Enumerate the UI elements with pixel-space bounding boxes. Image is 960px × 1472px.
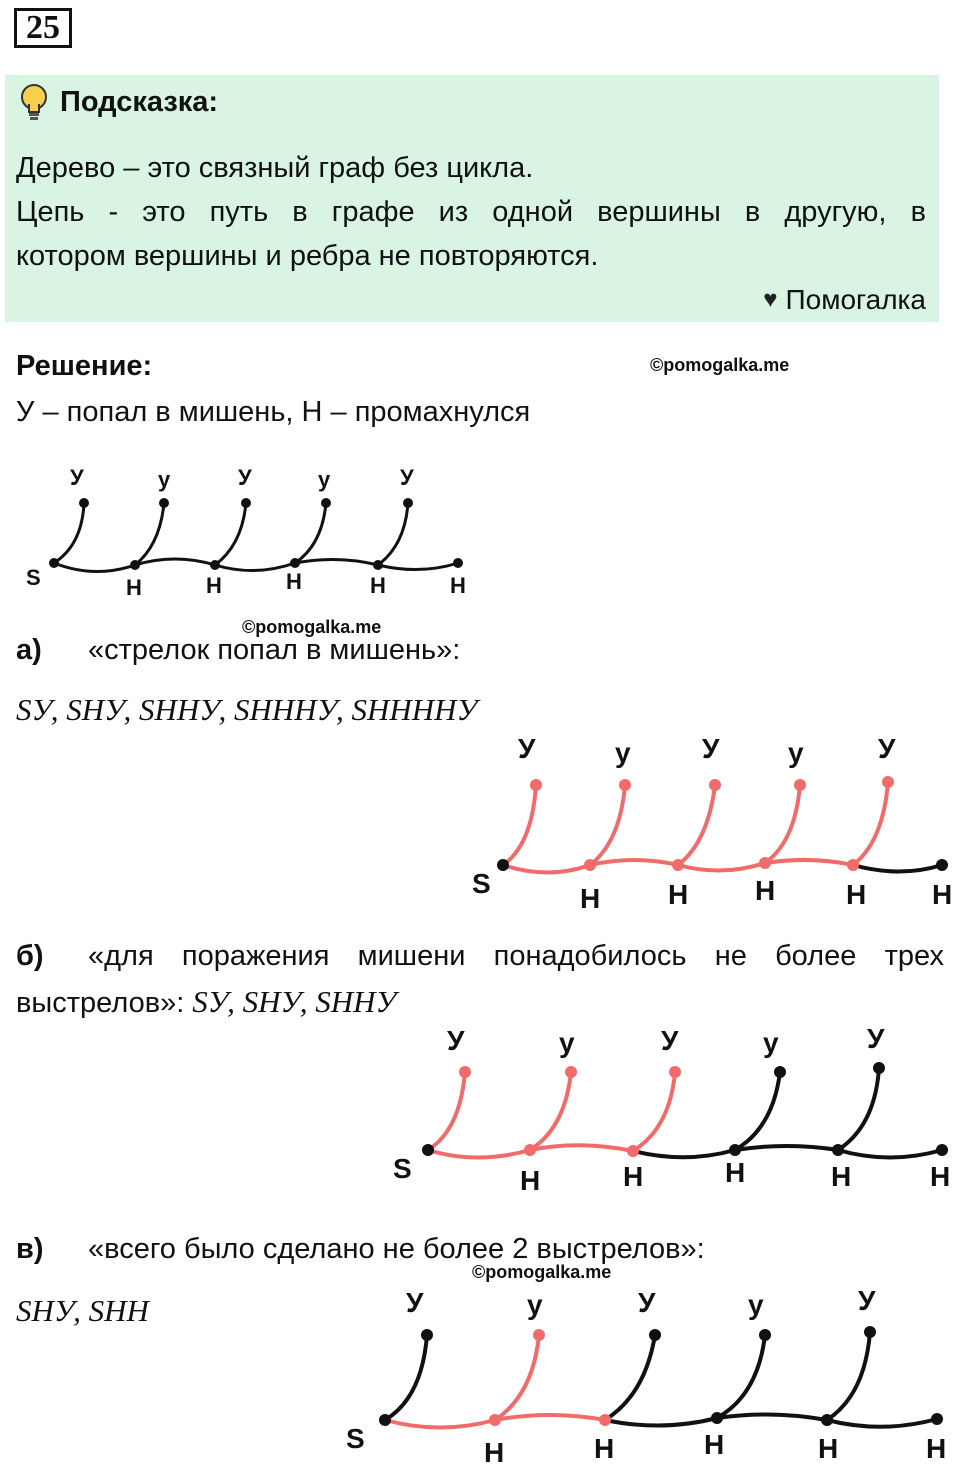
graph-vertex [759, 1329, 771, 1341]
graph-vertex [533, 1329, 545, 1341]
graph-node-label: у [559, 1027, 575, 1058]
edge-n3-u4 [295, 503, 326, 563]
hint-line-2: Цепь - это путь в графе из одной вершины в другую, в [16, 196, 926, 228]
graph-node-label: Н [206, 573, 222, 598]
edge-n4-u5 [378, 503, 408, 565]
part-a-label: а) [16, 634, 42, 666]
graph-edge [717, 1335, 765, 1418]
graph-node-label: Н [725, 1157, 746, 1188]
graph-node-label: у [158, 467, 171, 492]
lightbulb-icon [18, 82, 50, 124]
graph-vertex [649, 1329, 661, 1341]
graph-vertex [882, 776, 894, 788]
graph-edge [838, 1150, 942, 1158]
graph-edge [838, 1068, 879, 1150]
graph-vertex [321, 498, 331, 508]
hint-line-1: Дерево – это связный граф без цикла. [16, 152, 534, 184]
graph-vertex [459, 1066, 471, 1078]
label-s: S [26, 565, 41, 590]
graph-vertex [453, 558, 463, 568]
part-b-answer: SУ, SНУ, SННУ [192, 984, 397, 1019]
watermark: ©pomogalka.me [650, 355, 790, 375]
graph-vertex [672, 859, 684, 871]
graph-node-label: у [763, 1027, 779, 1058]
edge-s-u1 [54, 503, 84, 563]
graph-vertex [379, 1414, 391, 1426]
graph-node-label: Н [846, 879, 867, 910]
part-a-text: «стрелок попал в мишень»: [88, 634, 461, 666]
graph-node-label: У [638, 1287, 656, 1318]
graph-node-label: Н [580, 883, 601, 914]
graph-edge [385, 1420, 495, 1428]
graph-node-label: S [393, 1153, 412, 1184]
part-c-label: в) [16, 1233, 44, 1265]
task-number: 25 [14, 8, 72, 48]
graph-edge [385, 1335, 427, 1420]
graph-vertex [931, 1413, 943, 1425]
graph-vertex [627, 1145, 639, 1157]
graph-edge [530, 1072, 571, 1150]
graph-vertex [524, 1144, 536, 1156]
graph-edge [827, 1419, 937, 1427]
edge-n4-n5 [378, 563, 458, 570]
graph-edge [853, 782, 888, 865]
heart-icon: ♥ [763, 286, 778, 313]
graph-node-label: У [867, 1023, 885, 1054]
graph-node-label: У [400, 465, 414, 490]
graph-vertex [759, 857, 771, 869]
part-a-answer: SУ, SНУ, SННУ, SНННУ, SННННУ [16, 692, 478, 727]
graph-node-label: Н [926, 1433, 947, 1464]
graph-edge [678, 863, 765, 871]
graph-node-label: У [406, 1287, 424, 1318]
graph-vertex [130, 560, 140, 570]
graph-vertex [530, 779, 542, 791]
graph-edge [530, 1145, 633, 1151]
graph-vertex [599, 1414, 611, 1426]
graph-edge [605, 1335, 655, 1420]
graph-node-label: У [858, 1285, 876, 1316]
graph-vertex [421, 1329, 433, 1341]
graph-vertex [821, 1414, 833, 1426]
graph-node-label: У [70, 465, 84, 490]
part-b-text-2: выстрелов»: [16, 987, 185, 1019]
graph-vertex [210, 560, 220, 570]
edge-n1-u2 [135, 503, 164, 565]
graph-node-label: Н [594, 1433, 615, 1464]
graph-vertex [489, 1414, 501, 1426]
graph-node-label: Н [520, 1165, 541, 1196]
graph-node-label: Н [450, 573, 466, 598]
graph-vertex [711, 1412, 723, 1424]
graph-vertex [847, 859, 859, 871]
graph-vertex [290, 558, 300, 568]
graph-vertex [497, 859, 509, 871]
watermark-2: ©pomogalka.me [242, 617, 382, 637]
graph-node-label: у [748, 1289, 764, 1320]
graph-node-label: Н [930, 1161, 951, 1192]
graph-vertex [159, 498, 169, 508]
graph-node-label: у [615, 737, 631, 768]
graph-edge [765, 785, 800, 863]
graph-edge [717, 1414, 827, 1420]
graph-vertex [832, 1144, 844, 1156]
graph-node-label: Н [831, 1161, 852, 1192]
graph-vertex [619, 779, 631, 791]
graph-vertex [79, 498, 89, 508]
graph-node-label: Н [370, 573, 386, 598]
graph-node-label: Н [755, 875, 776, 906]
graph-node-label: Н [818, 1433, 839, 1464]
graph-node-label: у [318, 467, 331, 492]
graph-node-label: у [527, 1289, 543, 1320]
graph-vertex [936, 859, 948, 871]
graph-vertex [422, 1144, 434, 1156]
hint-signature [763, 284, 926, 316]
graph-edge [633, 1150, 735, 1157]
part-b-label: б) [16, 940, 44, 972]
graph-vertex [873, 1062, 885, 1074]
edge-n1-n2 [135, 559, 215, 565]
graph-vertex [774, 1066, 786, 1078]
graph-node-label: У [702, 733, 720, 764]
graph-edge [503, 785, 536, 865]
graph-node-label: Н [932, 879, 953, 910]
graph-edge [605, 1418, 717, 1426]
graph-vertex [709, 779, 721, 791]
graph-edge [735, 1146, 838, 1150]
hint-title: Подсказка: [60, 86, 219, 118]
edge-s-n1 [54, 563, 135, 572]
part-b-text-1: «для поражения мишени понадобилось не более трех [88, 940, 944, 972]
graph-node-label: У [661, 1025, 679, 1056]
graph-node-label: Н [623, 1161, 644, 1192]
hint-line-3: котором вершины и ребра не повторяются. [16, 240, 599, 272]
graph-vertex [669, 1066, 681, 1078]
graph-vertex [241, 498, 251, 508]
graph-node-label: У [518, 733, 536, 764]
graph-vertex [565, 1066, 577, 1078]
graph-node-label: Н [126, 575, 142, 600]
graph-vertex [49, 558, 59, 568]
graph-node-label: Н [484, 1437, 505, 1468]
tree-diagram-part-b [385, 1020, 955, 1200]
graph-edge [428, 1150, 530, 1158]
graph-node-label: у [788, 737, 804, 768]
tree-diagram-part-a [470, 730, 953, 915]
graph-edge [495, 1415, 605, 1420]
edge-n2-u3 [215, 503, 246, 565]
graph-vertex [864, 1326, 876, 1338]
tree-diagram-plain [20, 455, 490, 605]
graph-node-label: S [346, 1423, 365, 1454]
graph-edge [735, 1072, 780, 1150]
graph-node-label: S [472, 868, 491, 899]
graph-vertex [794, 779, 806, 791]
graph-vertex [403, 498, 413, 508]
graph-node-label: Н [668, 879, 689, 910]
part-b-line-2 [16, 984, 396, 1020]
graph-node-label: Н [286, 569, 302, 594]
graph-edge [633, 1072, 675, 1151]
graph-node-label: У [447, 1025, 465, 1056]
graph-vertex [373, 560, 383, 570]
graph-edge [765, 860, 853, 865]
graph-node-label: У [878, 733, 896, 764]
graph-edge [495, 1335, 539, 1420]
graph-vertex [584, 859, 596, 871]
graph-vertex [729, 1144, 741, 1156]
watermark-3: ©pomogalka.me [472, 1262, 612, 1282]
graph-edge [590, 785, 625, 865]
edge-n3-n4 [295, 559, 378, 565]
solution-title: Решение: [16, 350, 153, 382]
graph-edge [678, 785, 715, 865]
solution-legend: У – попал в мишень, Н – промахнулся [16, 396, 531, 428]
tree-diagram-part-c [340, 1280, 955, 1470]
signature-text: Помогалка [785, 284, 926, 315]
graph-edge [827, 1332, 870, 1420]
graph-node-label: Н [704, 1429, 725, 1460]
graph-edge [590, 860, 678, 865]
part-c-answer: SНУ, SНН [16, 1293, 149, 1328]
edge-n2-n3 [215, 563, 295, 571]
graph-edge [428, 1072, 465, 1150]
graph-node-label: У [238, 465, 252, 490]
part-c-text: «всего было сделано не более 2 выстрелов»: [88, 1233, 705, 1265]
graph-vertex [936, 1144, 948, 1156]
graph-edge [503, 865, 590, 873]
graph-edge [853, 865, 942, 872]
